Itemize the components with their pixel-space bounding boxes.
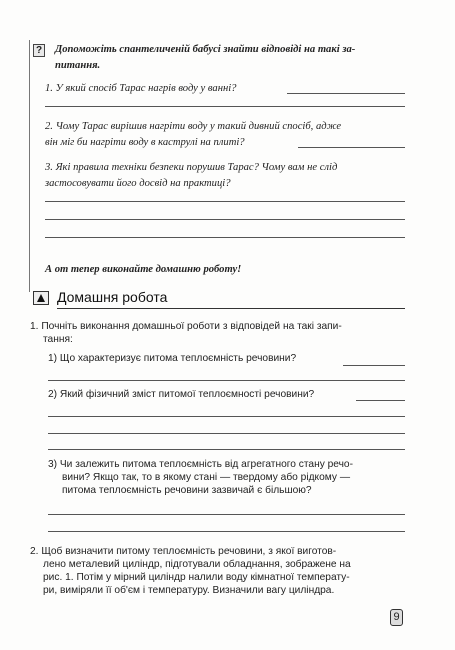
answer-line[interactable] [48, 416, 405, 417]
closing-label: А от тепер виконайте домашню роботу! [45, 264, 242, 275]
question-3 [45, 160, 337, 192]
task-1-line-2: тання: [43, 334, 73, 345]
answer-line[interactable] [48, 531, 405, 532]
question-2 [45, 119, 341, 151]
section-underline [57, 308, 405, 309]
answer-line[interactable] [48, 380, 405, 381]
answer-line[interactable] [343, 365, 405, 366]
page-number: 9 [390, 609, 403, 626]
answer-line[interactable] [45, 237, 405, 238]
question-mark-icon: ? [33, 44, 45, 57]
answer-line[interactable] [48, 514, 405, 515]
answer-line[interactable] [48, 433, 405, 434]
question-2-line-2: він міг би нагріти воду в каструлі на плиті? [45, 137, 245, 148]
task-1-sub-3-line-3: питома теплоємність речовини зазвичай є більшою? [62, 485, 312, 496]
answer-line[interactable] [298, 147, 405, 148]
task-2-line-1: 2. Щоб визначити питому теплоємність речовини, з якої виготов- [30, 546, 337, 557]
question-3-line-1: 3. Які правила техніки безпеки порушив Тарас? Чому вам не слід [45, 162, 338, 173]
closing-text [45, 262, 241, 278]
task-1-sub-3-line-1: 3) Чи залежить питома теплоємність від агрегатного стану речо- [48, 459, 353, 470]
task-1-sub-2: 2) Який фізичний зміст питомої теплоємності речовини? [48, 389, 315, 400]
task-1-sub-3-line-2: вини? Якщо так, то в якому стані — твердому або рідкому — [62, 472, 351, 483]
answer-line[interactable] [287, 93, 405, 94]
answer-line[interactable] [45, 219, 405, 220]
question-3-line-2: застосовувати його досвід на практиці? [45, 178, 231, 189]
question-1: 1. У який спосіб Тарас нагрів воду у ванні? [45, 83, 237, 94]
question-2-line-1: 2. Чому Тарас вирішив нагріти воду у такий дивний спосіб, адже [45, 121, 342, 132]
task-1-line-1: 1. Почніть виконання домашньої роботи з відповідей на такі запи- [30, 321, 342, 332]
intro-prompt [55, 42, 405, 74]
task-1-sub-1: 1) Що характеризує питома теплоємність речовини? [48, 353, 297, 364]
task-1-intro [30, 320, 406, 346]
answer-line[interactable] [356, 400, 405, 401]
triangle-icon [33, 291, 49, 305]
intro-line-1: Допоможіть спантеличеній бабусі знайти відповіді на такі за- [55, 44, 356, 55]
task-2-line-2: лено металевий циліндр, підготували обладнання, зображене на [43, 559, 351, 570]
intro-line-2: питання. [55, 60, 101, 71]
section-title: Домашня робота [57, 289, 168, 305]
task-2 [30, 545, 406, 597]
answer-line[interactable] [45, 201, 405, 202]
task-1-sub-3 [48, 458, 406, 497]
task-2-line-4: ри, виміряли її об'єм і температуру. Визначили вагу циліндра. [43, 585, 335, 596]
answer-line[interactable] [48, 449, 405, 450]
task-2-line-3: рис. 1. Потім у мірний циліндр налили воду кімнатної температу- [43, 572, 350, 583]
answer-line[interactable] [45, 106, 405, 107]
